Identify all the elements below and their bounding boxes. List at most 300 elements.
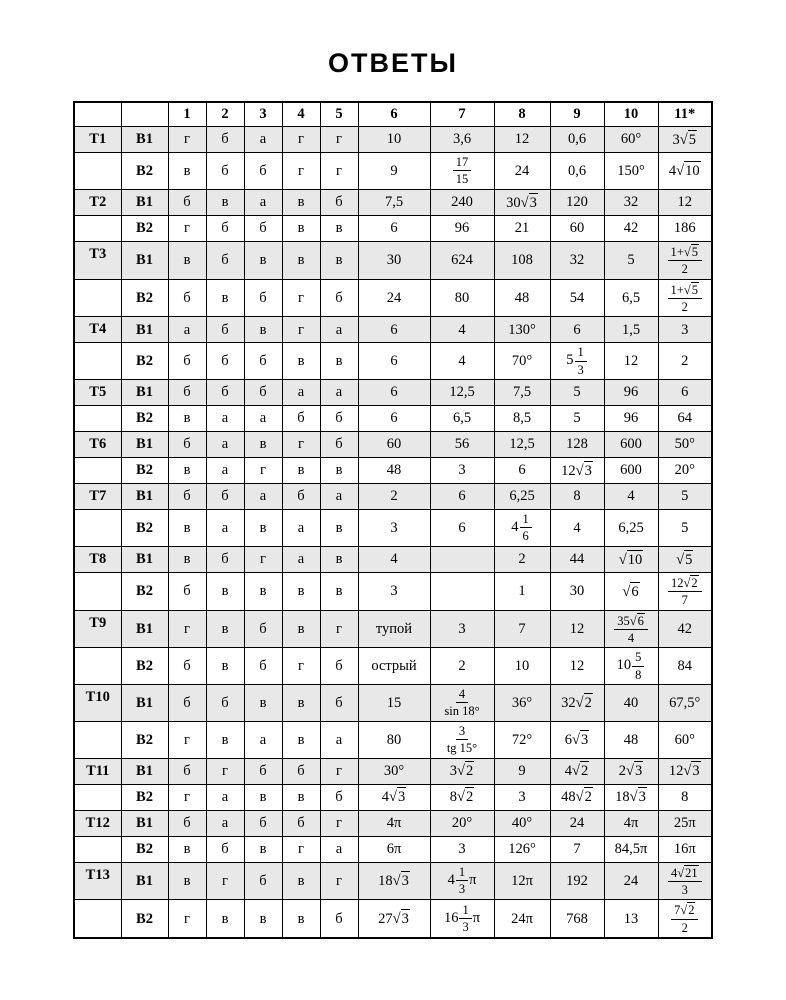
answer-cell: а bbox=[168, 317, 206, 343]
radicand: 6 bbox=[637, 613, 644, 628]
radical bbox=[630, 789, 647, 805]
answer-cell: 5 bbox=[550, 406, 604, 432]
answer-cell: 48 bbox=[358, 458, 430, 484]
answer-cell: 3 bbox=[358, 510, 430, 547]
answer-cell: б bbox=[206, 685, 244, 722]
answer-cell: в bbox=[282, 685, 320, 722]
answer-cell: в bbox=[320, 546, 358, 572]
answer-cell: б bbox=[168, 648, 206, 685]
test-label-empty bbox=[74, 458, 121, 484]
answer-cell: а bbox=[206, 510, 244, 547]
fraction-denominator: 4 bbox=[627, 630, 635, 645]
answer-cell: 624 bbox=[430, 241, 494, 279]
answer-cell: 2√3 bbox=[604, 758, 658, 784]
radical bbox=[457, 789, 474, 805]
answer-cell: б bbox=[244, 862, 282, 900]
answer-cell: в bbox=[244, 241, 282, 279]
answer-cell bbox=[658, 572, 712, 610]
variant-label: В2 bbox=[121, 900, 168, 938]
answer-cell: а bbox=[206, 406, 244, 432]
test-label-empty bbox=[74, 215, 121, 241]
answer-cell: 36° bbox=[494, 685, 550, 722]
answer-cell: 24 bbox=[494, 153, 550, 190]
answer-cell: 150° bbox=[604, 153, 658, 190]
answer-cell: 18√3 bbox=[604, 784, 658, 810]
variant-label: В1 bbox=[121, 317, 168, 343]
answer-cell: г bbox=[206, 862, 244, 900]
answer-cell: 6 bbox=[494, 458, 550, 484]
answer-cell: б bbox=[320, 189, 358, 215]
answer-cell: 7 bbox=[494, 610, 550, 648]
answer-cell: 24π bbox=[494, 900, 550, 938]
radical bbox=[683, 576, 698, 590]
table-row bbox=[74, 836, 712, 862]
radicand: 5 bbox=[691, 244, 698, 259]
fraction-numerator: 4√21 bbox=[668, 865, 702, 882]
answer-cell: в bbox=[168, 546, 206, 572]
answer-cell: 50° bbox=[658, 432, 712, 458]
answer-cell: 72° bbox=[494, 721, 550, 758]
variant-label: В2 bbox=[121, 215, 168, 241]
table-row bbox=[74, 127, 712, 153]
answer-cell: г bbox=[320, 153, 358, 190]
radical-sign: √ bbox=[622, 583, 631, 600]
answer-cell: г bbox=[320, 610, 358, 648]
answer-cell: тупой bbox=[358, 610, 430, 648]
fraction-numerator: 1 bbox=[520, 512, 532, 528]
column-header: 11* bbox=[658, 102, 712, 127]
answer-cell: 1 bbox=[494, 572, 550, 610]
answer-cell: 80 bbox=[358, 721, 430, 758]
answer-cell: б bbox=[282, 758, 320, 784]
answer-cell: в bbox=[206, 648, 244, 685]
test-label-empty bbox=[74, 900, 121, 938]
answer-cell: 12 bbox=[658, 189, 712, 215]
answer-cell: 5 bbox=[604, 241, 658, 279]
answer-cell: 4 bbox=[604, 484, 658, 510]
answer-cell: 96 bbox=[430, 215, 494, 241]
answer-cell: б bbox=[244, 279, 282, 317]
answer-cell: 8 bbox=[550, 484, 604, 510]
radical-sign: √ bbox=[683, 575, 691, 590]
variant-label: В1 bbox=[121, 432, 168, 458]
fraction-numerator: 7√2 bbox=[671, 902, 698, 919]
answer-cell: 3 bbox=[358, 572, 430, 610]
fraction bbox=[575, 345, 587, 377]
fraction-denominator: 2 bbox=[681, 920, 688, 935]
table-header-row bbox=[74, 102, 712, 127]
answer-cell: 12 bbox=[604, 343, 658, 380]
test-label: Т5 bbox=[74, 380, 121, 406]
fraction-numerator: 4 bbox=[456, 687, 468, 703]
radicand: 2 bbox=[688, 903, 695, 918]
answer-cell: 4 bbox=[550, 510, 604, 547]
answer-cell: 7 bbox=[550, 836, 604, 862]
answer-cell: в bbox=[244, 317, 282, 343]
answer-cell: г bbox=[168, 610, 206, 648]
fraction bbox=[441, 687, 482, 719]
fraction-numerator: 1+√5 bbox=[668, 244, 702, 261]
answer-cell: 768 bbox=[550, 900, 604, 938]
answer-cell: 10 $\frac{5}{8}$ bbox=[604, 648, 658, 685]
test-label: Т9 bbox=[74, 610, 121, 648]
fraction-denominator: 3 bbox=[458, 882, 466, 897]
answers-table-head bbox=[74, 102, 712, 127]
answer-cell bbox=[658, 241, 712, 279]
fraction-numerator: 12√2 bbox=[668, 575, 702, 592]
table-row bbox=[74, 900, 712, 938]
answer-cell: 4 bbox=[430, 343, 494, 380]
table-row bbox=[74, 406, 712, 432]
fraction-numerator: 35√6 bbox=[614, 613, 648, 630]
variant-label: В2 bbox=[121, 406, 168, 432]
test-label: Т2 bbox=[74, 189, 121, 215]
answer-cell: в bbox=[168, 836, 206, 862]
answer-cell: 2 bbox=[430, 648, 494, 685]
column-header: 7 bbox=[430, 102, 494, 127]
answer-cell: в bbox=[282, 572, 320, 610]
fraction-numerator: 3 bbox=[456, 724, 468, 740]
answer-cell bbox=[658, 279, 712, 317]
answer-cell: 3 bbox=[430, 610, 494, 648]
answer-cell: в bbox=[282, 721, 320, 758]
answer-cell: в bbox=[168, 458, 206, 484]
answer-cell: 7,5 bbox=[358, 189, 430, 215]
answer-cell: 32 bbox=[604, 189, 658, 215]
answer-cell: в bbox=[282, 189, 320, 215]
fraction-denominator: 7 bbox=[681, 593, 688, 608]
radical-sign: √ bbox=[575, 695, 584, 712]
answer-cell: б bbox=[206, 380, 244, 406]
answer-cell: б bbox=[206, 241, 244, 279]
table-row bbox=[74, 862, 712, 900]
answer-cell: 9 bbox=[494, 758, 550, 784]
variant-label: В2 bbox=[121, 721, 168, 758]
column-header: 3 bbox=[244, 102, 282, 127]
column-header: 9 bbox=[550, 102, 604, 127]
radical-sign: √ bbox=[618, 551, 627, 568]
table-row bbox=[74, 758, 712, 784]
radical-sign: √ bbox=[389, 789, 397, 806]
table-row bbox=[74, 189, 712, 215]
answer-cell: 600 bbox=[604, 432, 658, 458]
answer-cell: г bbox=[244, 546, 282, 572]
radical-sign: √ bbox=[572, 763, 580, 780]
answer-cell: в bbox=[206, 279, 244, 317]
radicand: 2 bbox=[584, 695, 592, 712]
answer-cell: в bbox=[282, 215, 320, 241]
variant-label: В1 bbox=[121, 758, 168, 784]
radicand: 5 bbox=[688, 131, 696, 148]
variant-label: В2 bbox=[121, 836, 168, 862]
answer-cell: 8 bbox=[658, 784, 712, 810]
answer-cell: в bbox=[244, 836, 282, 862]
answer-cell: г bbox=[168, 127, 206, 153]
answer-cell: б bbox=[320, 648, 358, 685]
fraction-denominator: 15 bbox=[455, 172, 469, 187]
answer-cell: 21 bbox=[494, 215, 550, 241]
fraction-denominator: 2 bbox=[681, 262, 688, 277]
fraction-numerator: 17 bbox=[453, 155, 472, 171]
radical bbox=[576, 789, 593, 805]
answer-cell: г bbox=[168, 784, 206, 810]
answer-cell: 4 $\frac{1}{6}$ bbox=[494, 510, 550, 547]
answer-cell: 30° bbox=[358, 758, 430, 784]
answer-cell: в bbox=[282, 241, 320, 279]
answer-cell: 18√3 bbox=[358, 862, 430, 900]
table-row bbox=[74, 458, 712, 484]
answer-cell: 24 bbox=[550, 810, 604, 836]
answer-cell: г bbox=[320, 810, 358, 836]
answer-cell: 8√2 bbox=[430, 784, 494, 810]
answer-cell: 6,25 bbox=[494, 484, 550, 510]
answer-cell: б bbox=[282, 406, 320, 432]
fraction bbox=[668, 244, 702, 277]
test-label: Т11 bbox=[74, 758, 121, 784]
answer-cell: б bbox=[244, 215, 282, 241]
answer-cell: 80 bbox=[430, 279, 494, 317]
answer-cell: в bbox=[206, 900, 244, 938]
variant-label: В1 bbox=[121, 484, 168, 510]
radical-sign: √ bbox=[683, 282, 691, 297]
answer-cell: 84,5π bbox=[604, 836, 658, 862]
radical bbox=[680, 903, 695, 917]
test-label: Т13 bbox=[74, 862, 121, 900]
answer-cell: 6 bbox=[358, 317, 430, 343]
answer-cell: в bbox=[282, 862, 320, 900]
radical bbox=[457, 763, 474, 779]
radical bbox=[683, 763, 700, 779]
answer-cell: а bbox=[320, 836, 358, 862]
answer-cell: б bbox=[206, 343, 244, 380]
fraction-numerator: 5 bbox=[632, 650, 644, 666]
answer-cell: 2 bbox=[494, 546, 550, 572]
answer-cell: б bbox=[206, 153, 244, 190]
radical-sign: √ bbox=[677, 865, 685, 880]
answer-cell: б bbox=[320, 784, 358, 810]
answer-cell: 1,5 bbox=[604, 317, 658, 343]
radicand: 3 bbox=[580, 732, 589, 749]
answer-cell: 4√3 bbox=[358, 784, 430, 810]
answer-cell: б bbox=[244, 758, 282, 784]
answer-cell: 3 bbox=[494, 784, 550, 810]
variant-label: В1 bbox=[121, 241, 168, 279]
column-header: 5 bbox=[320, 102, 358, 127]
answer-cell: 70° bbox=[494, 343, 550, 380]
radical bbox=[389, 789, 406, 805]
radicand: 5 bbox=[685, 551, 693, 568]
answer-cell: 130° bbox=[494, 317, 550, 343]
radical bbox=[576, 463, 593, 479]
answer-cell: б bbox=[244, 380, 282, 406]
test-label: Т8 bbox=[74, 546, 121, 572]
variant-label: В2 bbox=[121, 648, 168, 685]
answer-cell: 30√3 bbox=[494, 189, 550, 215]
answer-cell: г bbox=[168, 721, 206, 758]
radical bbox=[630, 614, 645, 628]
answer-cell: 3 bbox=[430, 458, 494, 484]
answer-cell: 13 bbox=[604, 900, 658, 938]
variant-label: В1 bbox=[121, 127, 168, 153]
answer-cell: г bbox=[206, 758, 244, 784]
answer-cell: б bbox=[244, 343, 282, 380]
answer-cell: 4√10 bbox=[658, 153, 712, 190]
answer-cell: б bbox=[244, 810, 282, 836]
radical bbox=[521, 195, 538, 211]
table-row bbox=[74, 432, 712, 458]
answer-cell bbox=[430, 685, 494, 722]
answer-cell bbox=[430, 153, 494, 190]
answer-cell: б bbox=[244, 648, 282, 685]
answer-cell: а bbox=[244, 484, 282, 510]
answer-cell: б bbox=[168, 380, 206, 406]
answer-cell: а bbox=[244, 406, 282, 432]
radical-sign: √ bbox=[575, 462, 584, 479]
answer-cell: 9 bbox=[358, 153, 430, 190]
test-label-empty bbox=[74, 572, 121, 610]
table-row bbox=[74, 317, 712, 343]
answer-cell: 6,25 bbox=[604, 510, 658, 547]
radical-sign: √ bbox=[520, 194, 529, 211]
answer-cell: 32√2 bbox=[550, 685, 604, 722]
radical bbox=[619, 552, 643, 568]
test-label: Т1 bbox=[74, 127, 121, 153]
fraction bbox=[671, 902, 698, 935]
fraction-denominator: 3 bbox=[462, 920, 469, 935]
test-label-empty bbox=[74, 510, 121, 547]
radical bbox=[393, 911, 410, 927]
answer-cell: 4 $\frac{1}{3}$ π bbox=[430, 862, 494, 900]
answer-cell: 6 bbox=[358, 215, 430, 241]
answer-cell: 44 bbox=[550, 546, 604, 572]
fraction-denominator: tg 15° bbox=[446, 741, 478, 756]
table-row bbox=[74, 648, 712, 685]
table-row bbox=[74, 546, 712, 572]
answer-cell: 60° bbox=[658, 721, 712, 758]
answer-cell: 192 bbox=[550, 862, 604, 900]
answer-cell: 600 bbox=[604, 458, 658, 484]
column-header: 6 bbox=[358, 102, 430, 127]
answer-cell: 54 bbox=[550, 279, 604, 317]
answer-cell: г bbox=[282, 648, 320, 685]
variant-label: В1 bbox=[121, 810, 168, 836]
answers-table bbox=[73, 101, 713, 939]
answer-cell: 12,5 bbox=[430, 380, 494, 406]
answer-cell: 6 bbox=[550, 317, 604, 343]
answer-cell: б bbox=[206, 215, 244, 241]
answer-cell: в bbox=[244, 685, 282, 722]
answer-cell: а bbox=[282, 546, 320, 572]
answer-cell: 4 bbox=[358, 546, 430, 572]
test-label: Т3 bbox=[74, 241, 121, 279]
variant-label: В1 bbox=[121, 546, 168, 572]
answer-cell: в bbox=[206, 721, 244, 758]
answer-cell: г bbox=[282, 127, 320, 153]
answer-cell: 60 bbox=[550, 215, 604, 241]
answer-cell: 5 bbox=[550, 380, 604, 406]
answer-cell: б bbox=[206, 317, 244, 343]
answer-cell: а bbox=[206, 432, 244, 458]
variant-label: В1 bbox=[121, 189, 168, 215]
answer-cell: 4π bbox=[358, 810, 430, 836]
fraction-denominator: 8 bbox=[635, 667, 642, 682]
answer-cell: а bbox=[244, 721, 282, 758]
fraction-denominator: 3 bbox=[681, 882, 688, 897]
fraction bbox=[459, 903, 471, 935]
radical-sign: √ bbox=[683, 763, 692, 780]
answer-cell: 40° bbox=[494, 810, 550, 836]
radicand: 2 bbox=[465, 789, 474, 806]
table-row bbox=[74, 572, 712, 610]
answer-cell: б bbox=[244, 153, 282, 190]
answer-cell: б bbox=[168, 279, 206, 317]
fraction-denominator: 2 bbox=[681, 299, 688, 314]
radicand: 10 bbox=[685, 163, 700, 180]
test-label-empty bbox=[74, 153, 121, 190]
answer-cell: а bbox=[282, 380, 320, 406]
answer-cell: б bbox=[282, 484, 320, 510]
answer-cell: 6 bbox=[430, 510, 494, 547]
answer-cell: а bbox=[206, 784, 244, 810]
answer-cell: б bbox=[168, 432, 206, 458]
variant-label: В1 bbox=[121, 862, 168, 900]
answer-cell: 240 bbox=[430, 189, 494, 215]
answer-cell: 3 bbox=[658, 317, 712, 343]
answer-cell: в bbox=[320, 510, 358, 547]
answer-cell bbox=[604, 610, 658, 648]
radical bbox=[680, 132, 697, 148]
radicand: 6 bbox=[631, 583, 639, 600]
radical-sign: √ bbox=[629, 789, 638, 806]
answer-cell: 12 bbox=[550, 648, 604, 685]
answer-cell: 30 bbox=[358, 241, 430, 279]
answer-cell: в bbox=[244, 432, 282, 458]
radicand: 3 bbox=[529, 194, 537, 211]
radicand: 5 bbox=[691, 282, 698, 297]
answer-cell: а bbox=[282, 510, 320, 547]
answer-cell: 12π bbox=[494, 862, 550, 900]
radical-sign: √ bbox=[629, 613, 637, 628]
answer-cell: 7,5 bbox=[494, 380, 550, 406]
answer-cell: г bbox=[282, 317, 320, 343]
answer-cell: в bbox=[320, 343, 358, 380]
fraction bbox=[668, 575, 702, 608]
test-label-empty bbox=[74, 648, 121, 685]
answer-cell: в bbox=[168, 510, 206, 547]
answer-cell: а bbox=[320, 317, 358, 343]
fraction-numerator: 1 bbox=[575, 345, 587, 361]
answers-table-body bbox=[74, 127, 712, 939]
answer-cell: 56 bbox=[430, 432, 494, 458]
variant-label: В1 bbox=[121, 685, 168, 722]
answer-cell: б bbox=[168, 343, 206, 380]
answer-cell: 6√3 bbox=[550, 721, 604, 758]
answer-cell: 8,5 bbox=[494, 406, 550, 432]
answer-cell: в bbox=[320, 215, 358, 241]
answer-cell bbox=[658, 546, 712, 572]
answer-cell: б bbox=[320, 900, 358, 938]
table-row bbox=[74, 721, 712, 758]
answer-cell: 6,5 bbox=[604, 279, 658, 317]
answer-cell: 120 bbox=[550, 189, 604, 215]
radical bbox=[576, 695, 593, 711]
answer-cell: 0,6 bbox=[550, 153, 604, 190]
answer-cell: г bbox=[282, 836, 320, 862]
table-row bbox=[74, 484, 712, 510]
answer-cell: 10 bbox=[358, 127, 430, 153]
answer-cell: а bbox=[206, 458, 244, 484]
answer-cell: 16π bbox=[658, 836, 712, 862]
